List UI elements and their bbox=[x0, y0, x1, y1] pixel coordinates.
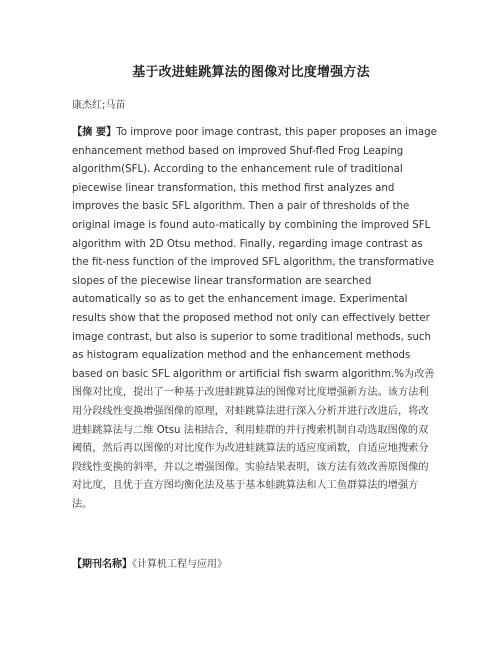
journal-name: 《计算机工程与应用》 bbox=[132, 559, 227, 570]
authors: 康杰红;马苗 bbox=[72, 100, 126, 111]
abstract-english: To improve poor image contrast, this paper proposes an image enhancement method based on improved Shuf-fled Frog Leaping algorithm(SFL). According to the enhancement rule of traditional piecewise linear transformation, this method first analyzes and improves the basic SFL algorithm. Then a pair of thresholds of the original image is found auto-matically by combining the improved SFL algorithm with 2D Otsu method. Finally, regarding image contrast as the fit-ness function of the improved SFL algorithm, the transformative slopes of the piecewise linear transformation are searched automatically so as to get the enhancement image. Experimental results show that the proposed method not only can effectively better image contrast, but also is superior to some traditional methods, such as histogram equalization method and the enhancement methods based on basic SFL algorithm or artificial fish swarm algorithm.% bbox=[72, 127, 437, 380]
abstract-chinese: 为改善图像对比度，提出了一种基于改进蛙跳算法的图像对比度增强新方法。该方法利用分段线性变换增强图像的原理，对蛙跳算法进行深入分析并进行改进后，将改进蛙跳算法与二维 Otsu 法相结合，利用蛙群的并行搜索机制自动选取图像的双阈值，然后再以图像的对比度作为改进蛙跳算法的适应度函数，自适应地搜索分段线性变换的斜率，并以之增强图像。实验结果表明，该方法有效改善原图像的对比度，且优于直方图均衡化法及基于基本蛙跳算法和人工鱼群算法的增强方法。 bbox=[72, 368, 435, 510]
journal-section bbox=[72, 555, 227, 570]
journal-label: 【期刊名称】 bbox=[72, 559, 132, 570]
abstract-label: 【摘 要】 bbox=[72, 127, 117, 138]
abstract-section bbox=[72, 124, 438, 514]
paper-title: 基于改进蛙跳算法的图像对比度增强方法 bbox=[132, 65, 370, 80]
